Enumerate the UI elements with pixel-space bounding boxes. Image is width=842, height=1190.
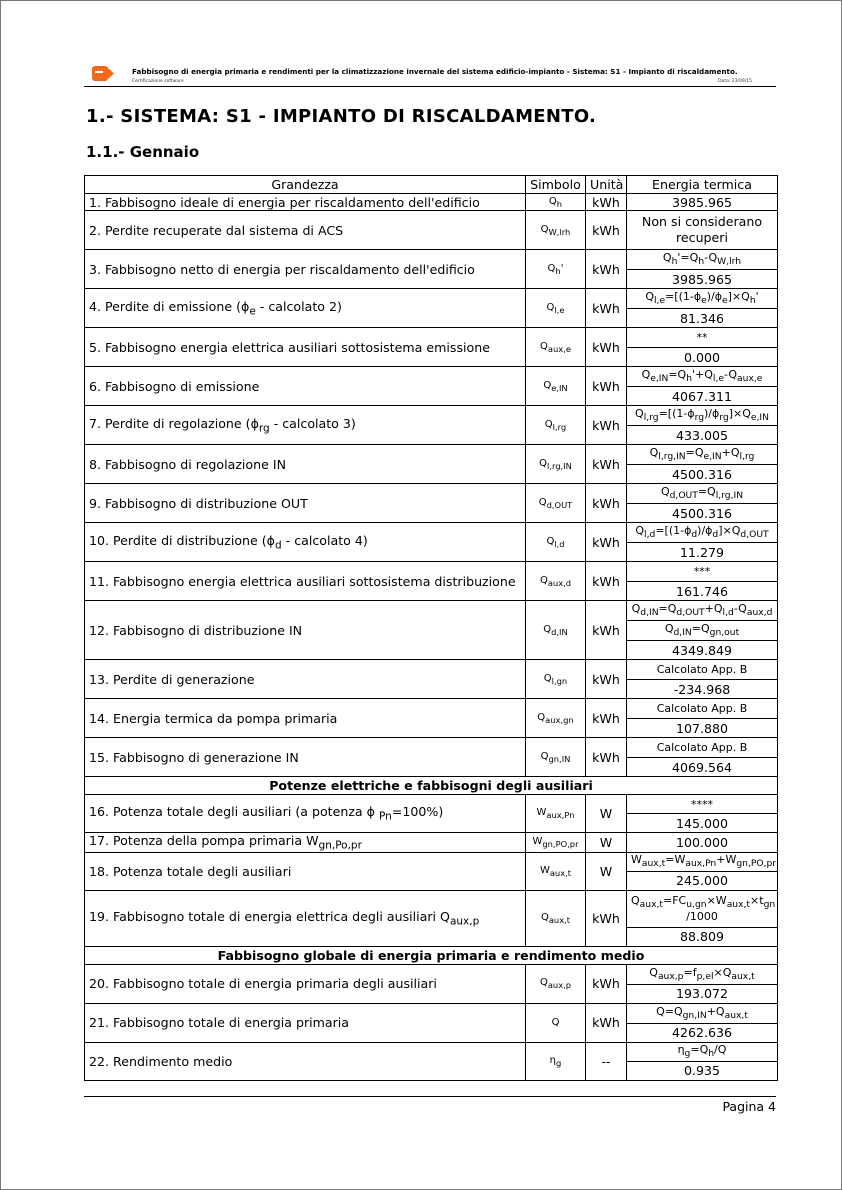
simbolo-cell: $Q_{aux,p}$ [526,964,586,1003]
energia-value: 0.935 [627,1061,778,1080]
table-row [85,523,778,543]
energia-formula: Calcolato App. B [627,738,778,758]
energia-formula: $Q_h'=Q_h-Q_{W,lrh}$ [627,250,778,270]
simbolo-cell: $Q_{aux,t}$ [526,890,586,946]
simbolo-cell: $Q_{l,rg}$ [526,406,586,445]
simbolo-cell: $Q_{l,rg,IN}$ [526,445,586,484]
energia-formula: Calcolato App. B [627,699,778,719]
simbolo-cell: $Q_{aux,gn}$ [526,699,586,738]
header-date: Data: 23/09/15 [718,79,752,84]
table-row [85,406,778,426]
simbolo-cell: $W_{aux,Pn}$ [526,795,586,833]
unita-cell: kWh [586,890,627,946]
energia-value: 4500.316 [627,465,778,484]
table-row [85,367,778,387]
table-body [85,194,778,1081]
simbolo-cell: $Q_h$ [526,194,586,211]
table-row [85,833,778,853]
energia-formula: $Q_{e,IN}=Q_h'+Q_{l,e}-Q_{aux,e}$ [627,367,778,387]
unita-cell: W [586,833,627,853]
energia-formula: $Q_{aux,t}=FC_{u,gn}\times W_{aux,t}\times t_{gn}$ /1000 [627,890,778,927]
energia-formula: Calcolato App. B [627,660,778,680]
energia-value: 81.346 [627,309,778,328]
energia-formula: **** [627,795,778,814]
grandezza-cell: 14. Energia termica da pompa primaria [85,699,526,738]
energia-formula: $Q=Q_{gn,IN}+Q_{aux,t}$ [627,1003,778,1023]
energia-value: 4069.564 [627,758,778,777]
unita-cell: kWh [586,699,627,738]
grandezza-cell: 13. Perdite di generazione [85,660,526,699]
table-row [85,890,778,927]
energia-value: 145.000 [627,814,778,833]
grandezza-cell: 17. Potenza della pompa primaria $W_{gn,Po,pr}$ [85,833,526,853]
table-header-row [85,176,778,194]
energia-formula: $Q_{l,rg}=[(1-\phi_{rg})/\phi_{rg}]\times Q_{e,IN}$ [627,406,778,426]
grandezza-cell: 12. Fabbisogno di distribuzione IN [85,601,526,660]
unita-cell: kWh [586,738,627,777]
simbolo-cell: $W_{gn,PO,pr}$ [526,833,586,853]
simbolo-cell: $Q_{l,d}$ [526,523,586,562]
simbolo-cell: $W_{aux,t}$ [526,852,586,890]
simbolo-cell: $\eta_g$ [526,1042,586,1080]
grandezza-cell: 15. Fabbisogno di generazione IN [85,738,526,777]
unita-cell: kWh [586,660,627,699]
unita-cell: kWh [586,289,627,328]
unita-cell: kWh [586,523,627,562]
section-title: Fabbisogno globale di energia primaria e rendimento medio [85,946,778,964]
grandezza-cell: 7. Perdite di regolazione ($\phi_{rg}$ - calcolato 3) [85,406,526,445]
col-header-unita: Unità [586,176,627,194]
table-row [85,211,778,250]
grandezza-cell: 11. Fabbisogno energia elettrica ausiliari sottosistema distribuzione [85,562,526,601]
energy-table [84,175,778,1081]
header-rule [84,86,776,87]
simbolo-cell: $Q_{d,OUT}$ [526,484,586,523]
simbolo-cell: $Q_{aux,e}$ [526,328,586,367]
simbolo-cell: $Q_{d,IN}$ [526,601,586,660]
table-row [85,445,778,465]
subsection-heading: 1.1.- Gennaio [86,143,200,161]
energia-value: 161.746 [627,582,778,601]
table-row [85,194,778,211]
table-row [85,660,778,680]
energia-value: 433.005 [627,426,778,445]
energia-formula: $Q_{l,d}=[(1-\phi_d)/\phi_d]\times Q_{d,OUT}$ [627,523,778,543]
grandezza-cell: 16. Potenza totale degli ausiliari (a potenza ϕ $_{Pn}$=100%) [85,795,526,833]
energia-value: 100.000 [627,833,778,853]
simbolo-cell: $Q_{aux,d}$ [526,562,586,601]
header-subtitle: Certificazione software [132,79,184,84]
grandezza-cell: 8. Fabbisogno di regolazione IN [85,445,526,484]
table-row [85,289,778,309]
table-row [85,250,778,270]
grandezza-cell: 19. Fabbisogno totale di energia elettrica degli ausiliari $Q_{aux,p}$ [85,890,526,946]
energia-value: 4067.311 [627,387,778,406]
simbolo-cell: $Q_{l,gn}$ [526,660,586,699]
page-number: Pagina 4 [722,1099,776,1114]
table-row [85,795,778,814]
table-row [85,699,778,719]
table-row [85,964,778,984]
grandezza-cell: 1. Fabbisogno ideale di energia per riscaldamento dell'edificio [85,194,526,211]
unita-cell: -- [586,1042,627,1080]
col-header-energia: Energia termica [627,176,778,194]
simbolo-cell: $Q_{gn,IN}$ [526,738,586,777]
grandezza-cell: 21. Fabbisogno totale di energia primaria [85,1003,526,1042]
grandezza-cell: 9. Fabbisogno di distribuzione OUT [85,484,526,523]
energia-value: 3985.965 [627,194,778,211]
unita-cell: kWh [586,406,627,445]
section-row [85,777,778,795]
unita-cell: kWh [586,211,627,250]
energia-formula: $Q_{d,IN}=Q_{d,OUT}+Q_{l,d}-Q_{aux,d}$ [627,601,778,621]
simbolo-cell: $Q_{l,e}$ [526,289,586,328]
unita-cell: kWh [586,562,627,601]
energia-formula: $\eta_g=Q_h/Q$ [627,1042,778,1061]
energia-value: 245.000 [627,871,778,890]
unita-cell: kWh [586,194,627,211]
unita-cell: kWh [586,964,627,1003]
unita-cell: kWh [586,367,627,406]
footer-rule [84,1096,776,1097]
energia-value: -234.968 [627,680,778,699]
energia-value: Non si considerano recuperi [627,211,778,250]
table-row [85,852,778,871]
simbolo-cell: $Q_{W,lrh}$ [526,211,586,250]
table-row [85,1003,778,1023]
company-logo [92,65,114,82]
unita-cell: W [586,852,627,890]
grandezza-cell: 4. Perdite di emissione ($\phi_e$ - calcolato 2) [85,289,526,328]
unita-cell: kWh [586,1003,627,1042]
energia-value: 4500.316 [627,504,778,523]
unita-cell: kWh [586,445,627,484]
col-header-simbolo: Simbolo [526,176,586,194]
table-row [85,601,778,621]
unita-cell: kWh [586,484,627,523]
col-header-grandezza: Grandezza [85,176,526,194]
grandezza-cell: 2. Perdite recuperate dal sistema di ACS [85,211,526,250]
energia-value: 88.809 [627,927,778,946]
unita-cell: kWh [586,601,627,660]
energia-value: 4349.849 [627,641,778,660]
energia-value: 3985.965 [627,270,778,289]
grandezza-cell: 18. Potenza totale degli ausiliari [85,852,526,890]
unita-cell: W [586,795,627,833]
energia-value: 4262.636 [627,1023,778,1042]
grandezza-cell: 10. Perdite di distribuzione ($\phi_d$ - calcolato 4) [85,523,526,562]
unita-cell: kWh [586,250,627,289]
grandezza-cell: 5. Fabbisogno energia elettrica ausiliari sottosistema emissione [85,328,526,367]
energia-formula: ** [627,328,778,348]
grandezza-cell: 6. Fabbisogno di emissione [85,367,526,406]
section-title: Potenze elettriche e fabbisogni degli ausiliari [85,777,778,795]
energia-formula: $Q_{aux,p}=f_{p,el}\times Q_{aux,t}$ [627,964,778,984]
energia-formula: $Q_{d,OUT}=Q_{l,rg,IN}$ [627,484,778,504]
unita-cell: kWh [586,328,627,367]
table-row [85,484,778,504]
grandezza-cell: 20. Fabbisogno totale di energia primaria degli ausiliari [85,964,526,1003]
energia-formula: $Q_{l,e}=[(1-\phi_e)/\phi_e]\times Q_h'$ [627,289,778,309]
section-row [85,946,778,964]
simbolo-cell: $Q_h'$ [526,250,586,289]
table-row [85,1042,778,1061]
table-row [85,562,778,582]
header-title: Fabbisogno di energia primaria e rendimenti per la climatizzazione invernale del sistema edificio-impianto - Sistema: S1 - Impianto di riscaldamento. [132,67,738,76]
simbolo-cell: $Q_{e,IN}$ [526,367,586,406]
energia-formula: *** [627,562,778,582]
table-row [85,328,778,348]
energia-value: 0.000 [627,348,778,367]
energia-value: 11.279 [627,543,778,562]
energia-formula: $Q_{d,IN}=Q_{gn,out}$ [627,621,778,641]
energia-formula: $W_{aux,t}=W_{aux,Pn}+W_{gn,PO,pr}$ [627,852,778,871]
grandezza-cell: 3. Fabbisogno netto di energia per riscaldamento dell'edificio [85,250,526,289]
grandezza-cell: 22. Rendimento medio [85,1042,526,1080]
energia-value: 107.880 [627,719,778,738]
energia-value: 193.072 [627,984,778,1003]
section-heading: 1.- SISTEMA: S1 - IMPIANTO DI RISCALDAMENTO. [86,106,597,127]
table-row [85,738,778,758]
energia-formula: $Q_{l,rg,IN}=Q_{e,IN}+Q_{l,rg}$ [627,445,778,465]
simbolo-cell: Q [526,1003,586,1042]
